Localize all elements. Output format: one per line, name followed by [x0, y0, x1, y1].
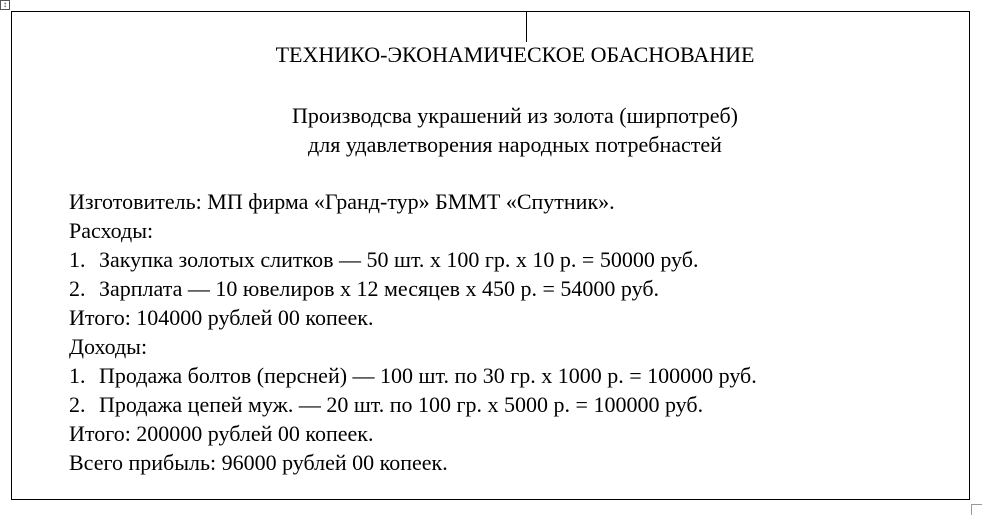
expense-item-text: Зарплата — 10 ювелиров х 12 месяцев х 450 р. = 54000 руб.: [99, 276, 660, 301]
income-item: [69, 391, 703, 419]
subtitle-line-2: для удавлетворения народных потребнастей: [308, 132, 722, 157]
income-heading: Доходы:: [69, 334, 148, 359]
list-number: 1.: [69, 363, 86, 388]
subtitle-line-1: Производсва украшений из золота (ширпотреб): [291, 103, 738, 128]
expenses-heading: Расходы:: [69, 218, 154, 243]
income-item-text: Продажа цепей муж. — 20 шт. по 100 гр. х 5000 р. = 100000 руб.: [99, 392, 704, 417]
income-item: [69, 362, 757, 390]
corner-crop-mark: [971, 504, 982, 515]
expense-item: [69, 275, 659, 303]
manufacturer-line: Изготовитель: МП фирма «Гранд-тур» БММТ «Спутник».: [69, 189, 615, 214]
list-number: 2.: [69, 276, 86, 301]
expenses-total: Итого: 104000 рублей 00 копеек.: [69, 305, 374, 330]
expense-item-text: Закупка золотых слитков — 50 шт. х 100 гр. х 10 р. = 50000 руб.: [99, 247, 699, 272]
frame-tick-mark: [526, 12, 527, 42]
profit-line: Всего прибыль: 96000 рублей 00 копеек.: [69, 450, 448, 475]
table-move-handle-icon[interactable]: ↕: [0, 0, 10, 10]
income-item-text: Продажа болтов (персней) — 100 шт. по 30 гр. х 1000 р. = 100000 руб.: [99, 363, 757, 388]
expense-item: [69, 246, 698, 274]
document-title: ТЕХНИКО-ЭКОНАМИЧЕСКОЕ ОБАСНОВАНИЕ: [275, 42, 755, 67]
income-total: Итого: 200000 рублей 00 копеек.: [69, 421, 374, 446]
list-number: 1.: [69, 247, 86, 272]
list-number: 2.: [69, 392, 86, 417]
